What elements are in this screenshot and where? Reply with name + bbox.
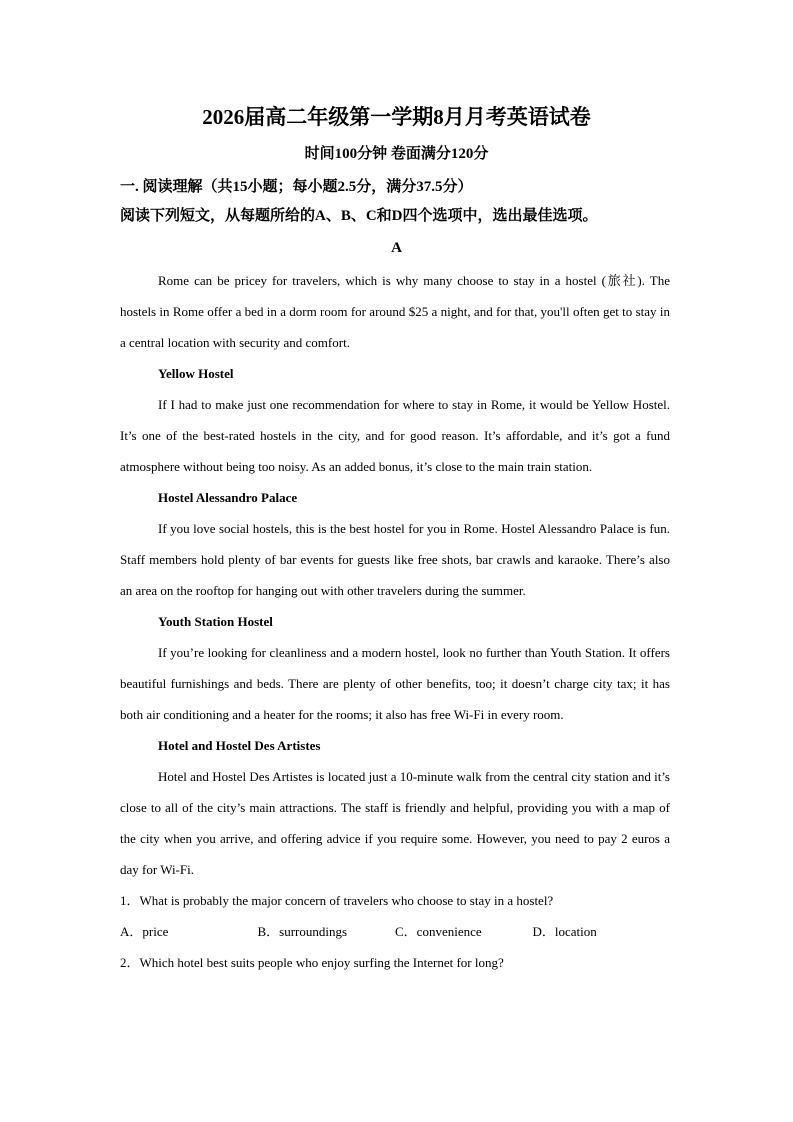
passage-label: A (391, 240, 402, 256)
hostel-text: If you’re looking for cleanliness and a modern hostel, look no further than Youth Station. It offers beautiful furnishings and beds. There are plenty of other benefits, too; it doesn’t charge city tax; it has both air conditioning and a heater for the rooms; it also has free Wi-Fi in every room. (120, 645, 670, 722)
passage-body (120, 265, 670, 978)
option-c: C．convenience (395, 924, 482, 939)
hostel-text: If I had to make just one recommendation for where to stay in Rome, it would be Yellow Hostel. It’s one of the best-rated hostels in the city, and for good reason. It’s affordable, and it’s got a fund atmosphere without being too noisy. As an added bonus, it’s close to the main train station. (120, 397, 670, 474)
hostel-heading: Youth Station Hostel (158, 614, 273, 629)
hostel-heading: Hotel and Hostel Des Artistes (158, 738, 321, 753)
question-stem: 2．Which hotel best suits people who enjoy surfing the Internet for long? (120, 955, 504, 970)
option-d: D．location (532, 924, 597, 939)
exam-title: 2026届高二年级第一学期8月月考英语试卷 (202, 105, 591, 129)
option-b: B．surroundings (257, 924, 348, 939)
instruction-text: 阅读下列短文，从每题所给的A、B、C和D四个选项中，选出最佳选项。 (120, 208, 598, 224)
hostel-heading: Yellow Hostel (158, 366, 234, 381)
hostel-text: If you love social hostels, this is the best hostel for you in Rome. Hostel Alessandro Palace is fun. Staff members hold plenty of bar events for guests like free shots, bar crawls and karaoke. There’s also an area on the rooftop for hanging out with other travelers during the summer. (120, 521, 670, 598)
hostel-text: Hotel and Hostel Des Artistes is located just a 10-minute walk from the central city station and it’s close to all of the city’s main attractions. The staff is friendly and helpful, providing you with a map of the city when you arrive, and offering advice if you require some. However, you need to pay 2 euros a day for Wi-Fi. (120, 769, 670, 877)
question-stem: 1．What is probably the major concern of travelers who choose to stay in a hostel? (120, 893, 554, 908)
section-heading: 一. 阅读理解（共15小题；每小题2.5分，满分37.5分） (120, 179, 473, 195)
hostel-heading: Hostel Alessandro Palace (158, 490, 298, 505)
question-options (120, 916, 670, 947)
passage-intro: Rome can be pricey for travelers, which is why many choose to stay in a hostel (旅社). The hostels in Rome offer a bed in a dorm room for around $25 a night, and for that, you'll often get to stay in a central location with security and comfort. (120, 273, 670, 350)
exam-subtitle: 时间100分钟 卷面满分120分 (304, 146, 489, 162)
option-a: A．price (120, 924, 169, 939)
